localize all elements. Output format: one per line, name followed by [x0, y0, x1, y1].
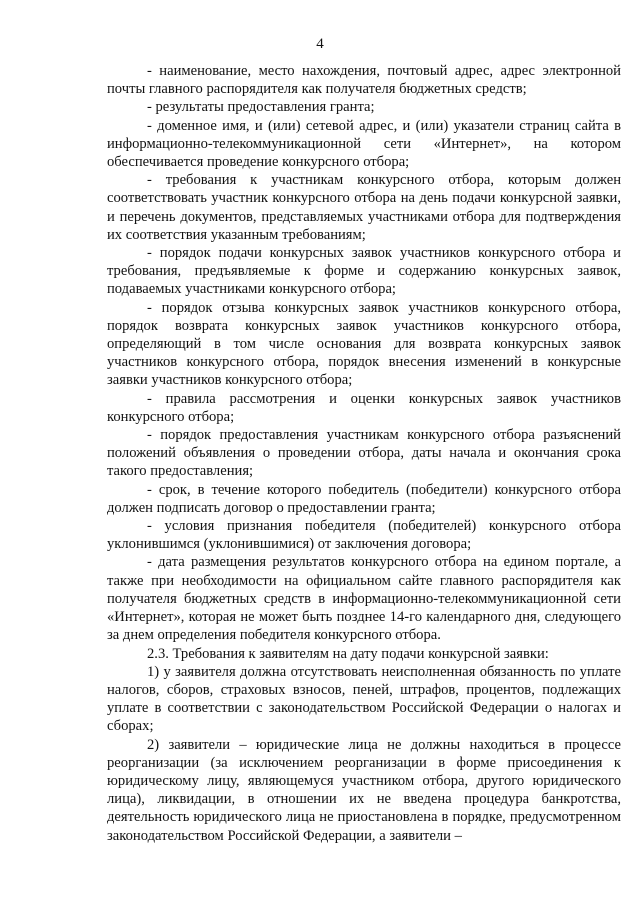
paragraph: - результаты предоставления гранта; — [147, 99, 375, 116]
page-number: 4 — [316, 36, 324, 52]
paragraph: - порядок отзыва конкурсных заявок участников конкурсного отбора, порядок возврата конкурсных заявок участников конкурсного отбора, определяющий в том числе основания для возврата конкурсных заявок участников конкурсного отбора, порядок внесения изменений в конкурсные заявки участников конкурсного отбора; — [107, 299, 621, 389]
paragraph: - наименование, место нахождения, почтовый адрес, адрес электронной почты главного распорядителя как получателя бюджетных средств; — [107, 63, 621, 98]
section-heading: 2.3. Требования к заявителям на дату подачи конкурсной заявки: — [147, 645, 549, 662]
paragraph: - условия признания победителя (победителей) конкурсного отбора уклонившимся (уклонившимися) от заключения договора; — [107, 518, 621, 553]
paragraph: 2) заявители – юридические лица не должны находиться в процессе реорганизации (за исключением реорганизации в форме присоединения к юридическому лицу, являющемуся участником отбора, другого юридического лица), ликвидации, в отношении их не введена процедура банкротства, деятельность юридического лица не приостановлена в порядке, предусмотренном законодательством Российской Федерации, а заявители – — [107, 736, 621, 844]
document-body — [107, 62, 621, 845]
paragraph: - доменное имя, и (или) сетевой адрес, и (или) указатели страниц сайта в информационно-телекоммуникационной сети «Интернет», на котором обеспечивается проведение конкурсного отбора; — [107, 117, 621, 171]
paragraph: - требования к участникам конкурсного отбора, которым должен соответствовать участник конкурсного отбора на день подачи конкурсной заявки, и перечень документов, представляемых участниками отбора для подтверждения их соответствия указанным требованиям; — [107, 172, 621, 243]
paragraph: 1) у заявителя должна отсутствовать неисполненная обязанность по уплате налогов, сборов, страховых взносов, пеней, штрафов, процентов, подлежащих уплате в соответствии с законодательством Российской Федерации о налогах и сборах; — [107, 663, 621, 735]
paragraph: - правила рассмотрения и оценки конкурсных заявок участников конкурсного отбора; — [107, 390, 621, 425]
paragraph: - порядок предоставления участникам конкурсного отбора разъяснений положений объявления о проведении отбора, даты начала и окончания срока такого предоставления; — [107, 427, 621, 480]
paragraph: - срок, в течение которого победитель (победители) конкурсного отбора должен подписать договор о предоставлении гранта; — [107, 481, 621, 516]
paragraph: - порядок подачи конкурсных заявок участников конкурсного отбора и требования, предъявляемые к форме и содержанию конкурсных заявок, подаваемых участниками конкурсного отбора; — [107, 245, 621, 298]
paragraph: - дата размещения результатов конкурсного отбора на едином портале, а также при необходимости на официальном сайте главного распорядителя как получателя бюджетных средств в информационно-телекоммуникационной сети «Интернет», которая не может быть позднее 14-го календарного дня, следующего за днем определения победителя конкурсного отбора. — [107, 554, 621, 644]
